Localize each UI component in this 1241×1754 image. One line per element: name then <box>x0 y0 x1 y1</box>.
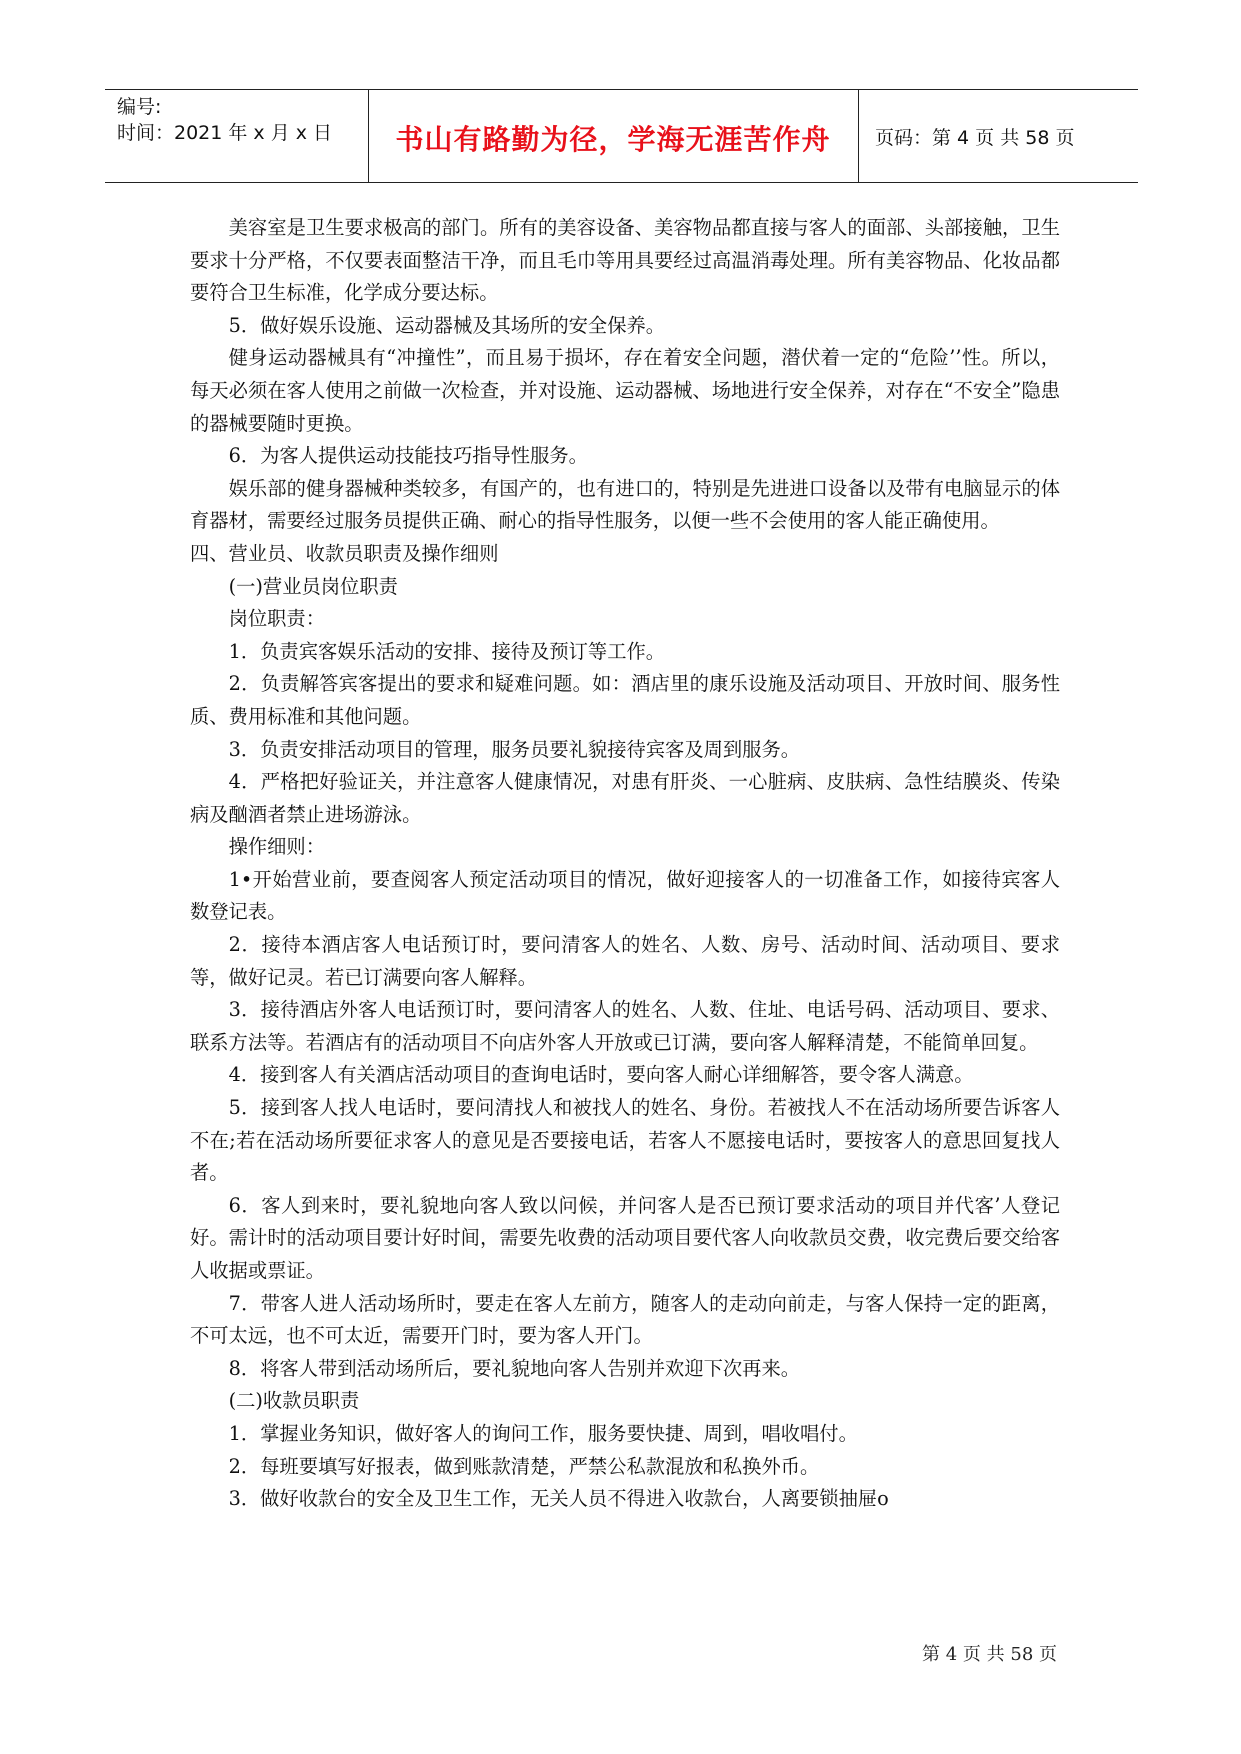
header-divider-right <box>858 90 859 182</box>
paragraph: 3．接待酒店外客人电话预订时，要问清客人的姓名、人数、住址、电话号码、活动项目、要求、联系方法等。若酒店有的活动项目不向店外客人开放或已订满，要向客人解释清楚，不能简单回复。 <box>190 998 1060 1054</box>
header-meta <box>117 94 332 146</box>
paragraph: 5．做好娱乐设施、运动器械及其场所的安全保养。 <box>228 313 666 337</box>
paragraph: 岗位职责： <box>228 607 325 631</box>
paragraph: 2．接待本酒店客人电话预订时，要问清客人的姓名、人数、房号、活动时间、活动项目、要求等，做好记灵。若已订满要向客人解释。 <box>190 933 1060 989</box>
paragraph: 8．将客人带到活动场所后，要礼貌地向客人告别并欢迎下次再来。 <box>228 1356 801 1380</box>
subsection-heading: (二)收款员职责 <box>228 1389 360 1413</box>
paragraph: 1．负责宾客娱乐活动的安排、接待及预订等工作。 <box>228 639 666 663</box>
header-motto: 书山有路勤为径，学海无涯苦作舟 <box>395 123 831 156</box>
subsection-heading: (一)营业员岗位职责 <box>228 574 398 598</box>
document-body <box>190 212 1060 1516</box>
paragraph: 操作细则： <box>228 835 325 859</box>
paragraph: 4．接到客人有关酒店活动项目的查询电话时，要向客人耐心详细解答，要令客人满意。 <box>228 1063 974 1087</box>
page-footer: 第 4 页 共 58 页 <box>922 1644 1057 1665</box>
paragraph: 5．接到客人找人电话时，要问清找人和被找人的姓名、身份。若被找人不在活动场所要告诉客人不在;若在活动场所要征求客人的意见是否要接电话，若客人不愿接电话时，要按客人的意思回复找人者。 <box>190 1096 1060 1185</box>
header-time-label: 时间：2021 年 x 月 x 日 <box>117 122 333 144</box>
paragraph: 健身运动器械具有“冲撞性”，而且易于损坏，存在着安全问题，潜伏着一定的“危险’’性。所以，每天必须在客人使用之前做一次检查，并对设施、运动器械、场地进行安全保养，对存在“不安全”隐患的器械要随时更换。 <box>190 346 1060 435</box>
paragraph: 7．带客人进人活动场所时，要走在客人左前方，随客人的走动向前走，与客人保持一定的距离，不可太远，也不可太近，需要开门时，要为客人开门。 <box>190 1291 1060 1348</box>
header-page-label: 页码：第 4 页 共 58 页 <box>875 127 1075 149</box>
paragraph: 6．为客人提供运动技能技巧指导性服务。 <box>228 444 588 468</box>
paragraph: 6．客人到来时，要礼貌地向客人致以问候，并问客人是否已预订要求活动的项目并代客’人登记好。需计时的活动项目要计好时间，需要先收费的活动项目要代客人向收款员交费，收完费后要交给客人收据或票证。 <box>190 1193 1060 1282</box>
paragraph: 1．掌握业务知识，做好客人的询问工作，服务要快捷、周到，唱收唱付。 <box>228 1421 858 1445</box>
paragraph: 4．严格把好验证关，并注意客人健康情况，对患有肝炎、一心脏病、皮肤病、急性结膜炎、传染病及酗酒者禁止进场游泳。 <box>190 770 1060 826</box>
paragraph: 美容室是卫生要求极高的部门。所有的美容设备、美容物品都直接与客人的面部、头部接触，卫生要求十分严格，不仅要表面整洁干净，而且毛巾等用具要经过高温消毒处理。所有美容物品、化妆品都要符合卫生标准，化学成分要达标。 <box>190 216 1060 305</box>
paragraph: 3．做好收款台的安全及卫生工作，无关人员不得进入收款台，人离要锁抽屉o <box>228 1487 889 1511</box>
paragraph: 3．负责安排活动项目的管理，服务员要礼貌接待宾客及周到服务。 <box>228 737 801 761</box>
paragraph: 2．每班要填写好报表，做到账款清楚，严禁公私款混放和私换外币。 <box>228 1454 820 1478</box>
paragraph: 娱乐部的健身器械种类较多，有国产的，也有进口的，特别是先进进口设备以及带有电脑显示的体育器材，需要经过服务员提供正确、耐心的指导性服务，以便一些不会使用的客人能正确使用。 <box>190 476 1060 533</box>
paragraph: 1•开始营业前，要查阅客人预定活动项目的情况，做好迎接客人的一切准备工作，如接待宾客人数登记表。 <box>190 867 1060 924</box>
paragraph: 2．负责解答宾客提出的要求和疑难问题。如：酒店里的康乐设施及活动项目、开放时间、服务性质、费用标准和其他问题。 <box>190 672 1060 728</box>
section-heading: 四、营业员、收款员职责及操作细则 <box>190 541 499 565</box>
document-header <box>105 89 1138 183</box>
header-number-label: 编号: <box>117 96 162 118</box>
